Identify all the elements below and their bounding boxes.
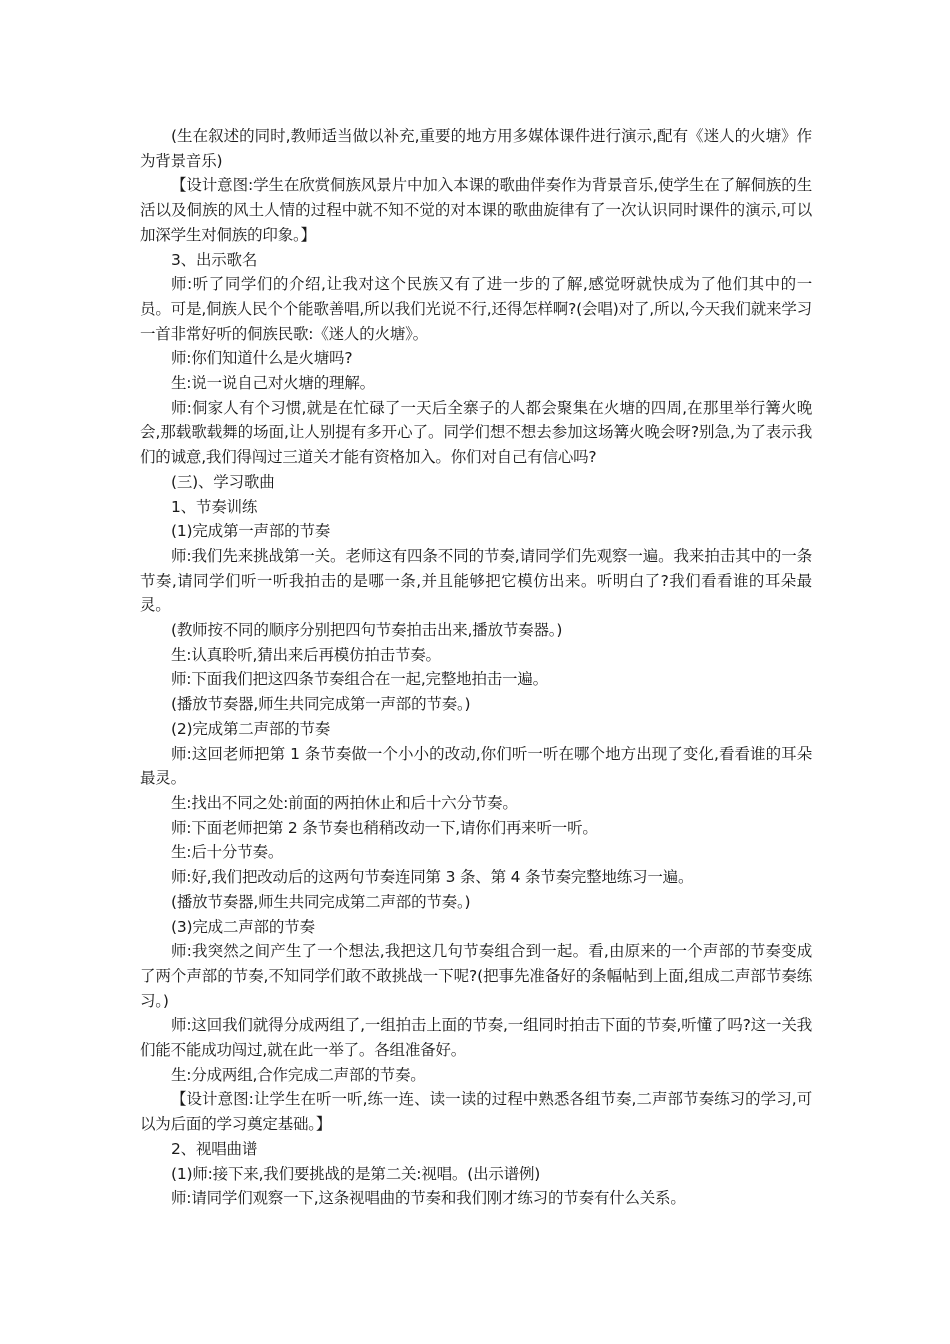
paragraph: 师:下面我们把这四条节奏组合在一起,完整地拍击一遍。: [171, 670, 548, 689]
subsection-heading: (1)完成第一声部的节奏: [171, 522, 331, 541]
paragraph: 师:我们先来挑战第一关。老师这有四条不同的节奏,请同学们先观察一遍。我来拍击其中的一条节奏,请同学们听一听我拍击的是哪一条,并且能够把它模仿出来。听明白了?我们看看谁的耳朵最灵。: [140, 546, 812, 615]
subsection-heading: (3)完成二声部的节奏: [171, 917, 315, 936]
paragraph: (教师按不同的顺序分别把四句节奏拍击出来,播放节奏器。): [171, 621, 563, 640]
paragraph: 生:认真聆听,猜出来后再模仿拍击节奏。: [171, 645, 441, 664]
document-page: [140, 124, 812, 1211]
paragraph: (播放节奏器,师生共同完成第一声部的节奏。): [171, 695, 471, 714]
paragraph: 师:听了同学们的介绍,让我对这个民族又有了进一步的了解,感觉呀就快成为了他们其中的一员。可是,侗族人民个个能歌善唱,所以我们光说不行,还得怎样啊?(会唱)对了,所以,今天我们就来学习一首非常好听的侗族民歌:《迷人的火塘》。: [140, 275, 812, 343]
paragraph: 师:下面老师把第 2 条节奏也稍稍改动一下,请你们再来听一听。: [171, 818, 598, 837]
paragraph: 师:这回老师把第 1 条节奏做一个小小的改动,你们听一听在哪个地方出现了变化,看看谁的耳朵最灵。: [140, 744, 812, 788]
paragraph: 生:分成两组,合作完成二声部的节奏。: [171, 1065, 426, 1084]
paragraph: 生:后十分节奏。: [171, 843, 284, 862]
paragraph: 师:我突然之间产生了一个想法,我把这几句节奏组合到一起。看,由原来的一个声部的节奏变成了两个声部的节奏,不知同学们敢不敢挑战一下呢?(把事先准备好的条幅帖到上面,组成二声部节奏练习。): [140, 942, 812, 1010]
paragraph: 生:说一说自己对火塘的理解。: [171, 374, 375, 393]
paragraph: 师:这回我们就得分成两组了,一组拍击上面的节奏,一组同时拍击下面的节奏,听懂了吗?这一关我们能不能成功闯过,就在此一举了。各组准备好。: [140, 1016, 812, 1060]
section-heading: 3、出示歌名: [171, 250, 258, 269]
paragraph: 师:你们知道什么是火塘吗?: [171, 349, 353, 368]
paragraph: 师:好,我们把改动后的这两句节奏连同第 3 条、第 4 条节奏完整地练习一遍。: [171, 868, 694, 887]
subsection-heading: (2)完成第二声部的节奏: [171, 719, 331, 738]
paragraph: (播放节奏器,师生共同完成第二声部的节奏。): [171, 892, 471, 911]
paragraph: 师:请同学们观察一下,这条视唱曲的节奏和我们刚才练习的节奏有什么关系。: [171, 1189, 686, 1208]
section-heading: (三)、学习歌曲: [171, 472, 275, 491]
section-heading: 2、视唱曲谱: [171, 1139, 258, 1158]
paragraph: (1)师:接下来,我们要挑战的是第二关:视唱。(出示谱例): [171, 1164, 541, 1183]
paragraph: 生:找出不同之处:前面的两拍休止和后十六分节奏。: [171, 793, 518, 812]
paragraph: (生在叙述的同时,教师适当做以补充,重要的地方用多媒体课件进行演示,配有《迷人的火塘》作为背景音乐): [140, 127, 812, 170]
design-intent-note: 【设计意图:让学生在听一听,练一连、读一读的过程中熟悉各组节奏,二声部节奏练习的学习,可以为后面的学习奠定基础。】: [140, 1090, 812, 1134]
section-heading: 1、节奏训练: [171, 497, 258, 516]
paragraph: 师:侗家人有个习惯,就是在忙碌了一天后全寨子的人都会聚集在火塘的四周,在那里举行篝火晚会,那载歌载舞的场面,让人别提有多开心了。同学们想不想去参加这场篝火晚会呀?别急,为了表示我们的诚意,我们得闯过三道关才能有资格加入。你们对自己有信心吗?: [140, 398, 812, 467]
design-intent-note: 【设计意图:学生在欣赏侗族风景片中加入本课的歌曲伴奏作为背景音乐,使学生在了解侗族的生活以及侗族的风土人情的过程中就不知不觉的对本课的歌曲旋律有了一次认识同时课件的演示,可以加深学生对侗族的印象。】: [140, 176, 812, 244]
